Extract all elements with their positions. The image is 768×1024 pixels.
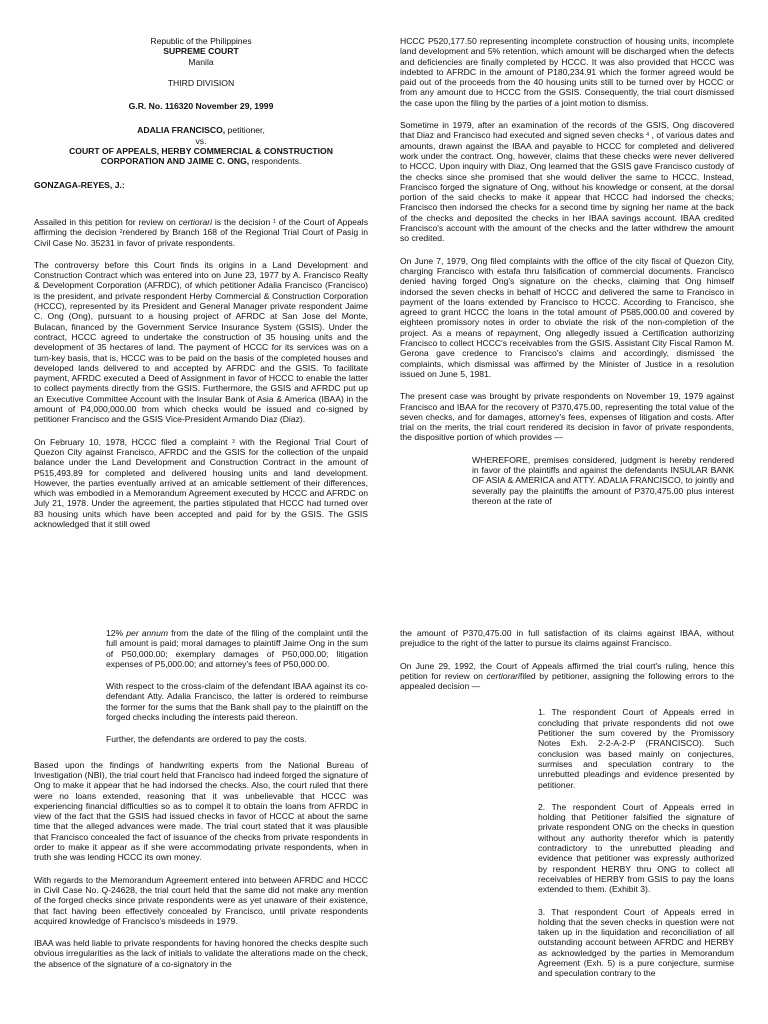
paragraph: HCCC P520,177.50 representing incomplete construction of housing units, incomplete land development and 5% retention, which amount will be discharged when the defects and deficiencies are finally completed by HCCC. It was also provided that HCCC was indebted to AFRDC in the amount of P180,234.91 which the former agreed would be paid out of the proceeds from the 40 housing units still to be turned over by HCCC or from any amount due to HCCC from the GSIS. Consequently, the trial court dismissed the case upon the filing by the parties of a joint motion to dismiss. [400, 36, 734, 108]
court-name: SUPREME COURT [163, 46, 239, 57]
text-run: with the Regional Trial Court of Quezon City against Francisco, AFRDC and the GSIS for the collection of the unpaid balance under the Land Development and Construction Contract in the amount of P515,493.89 for completed and delivered housing units and land development. However, the parties eventually arrived at an amicable settlement of their differences, which was embodied in a Memorandum Agreement executed by HCCC and AFRDC on July 21, 1978. Under the agreement, the parties stipulated that HCCC had turned over 83 housing units which have been accepted and paid for by the GSIS. The GSIS acknowledged that it still owed [34, 436, 368, 529]
paragraph [34, 217, 368, 248]
paragraph: Based upon the findings of handwriting experts from the National Bureau of Investigation (NBI), the trial court held that Francisco had indeed forged the signature of Ong to make it appear that he had indorsed the checks. Also, the court ruled that there were no loans extended, reasoning that it was unbelievable that HCCC was experiencing financial difficulties so as to compel it to obtain the loans from AFRDC in view of the fact that the GSIS had issued checks in favor of HCCC at about the same time that the alleged advances were made. The trial court stated that it was plausible that Francisco concealed the fact of issuance of the checks from private respondents in order to make it appear as if she were accommodating private respondents, when in truth she was lending HCCC its own money. [34, 759, 368, 863]
page1-right-column [400, 36, 734, 518]
petitioner-role: petitioner, [225, 125, 265, 136]
petitioner-name: ADALIA FRANCISCO, [137, 125, 226, 136]
text-run: Sometime in 1979, after an examination of the records of the GSIS, Ong discovered that Diaz and Francisco had executed and signed seven checks [400, 120, 734, 141]
text-run: rendered by Branch 168 of the Regional Trial Court of Pasig in Civil Case No. 35231 in favor of private respondents. [34, 227, 368, 248]
versus: vs. [195, 135, 207, 146]
text-run: On June 29, 1992, the Court of Appeals affirmed the trial court's ruling, hence this petition for review on [400, 660, 734, 681]
paragraph [400, 661, 734, 692]
paragraph: The present case was brought by private respondents on November 19, 1979 against Francisco and IBAA for the recovery of P370,475.00, representing the total value of the seven checks, and for damages, attorney's fees, expenses of litigation and costs. After trial on the merits, the trial court rendered its decision in favor of private respondents, the dispositive portion of which provides — [400, 391, 734, 443]
text-run: 12% [106, 628, 127, 638]
text-run: from the date of the filing of the complaint until the full amount is paid; moral damages to plaintiff Jaime Ong in the sum of P50,000.00; exemplary damages of P50,000.00; litigation expenses of P5,000.00; and attorney's fees of P50,000.00. [106, 628, 368, 669]
paragraph: With regards to the Memorandum Agreement entered into between AFRDC and HCCC in Civil Case No. Q-24628, the trial court held that the same did not make any mention of the forged checks since private respondents were as yet unaware of their existence, that fact having been effectively concealed by Francisco, until private respondents acquired knowledge of Francisco's misdeeds in 1979. [34, 874, 368, 926]
footnote-ref[interactable]: 2 [119, 229, 123, 236]
block-quote: With respect to the cross-claim of the defendant IBAA against its co-defendant Atty. Adalia Francisco, the latter is ordered to reimburse the former for the sums that the Bank shall pay to the plaintiff on the forged checks including the interests paid thereon. [106, 681, 368, 723]
paragraph: The controversy before this Court finds its origins in a Land Development and Construction Contract which was entered into on June 23, 1977 by A. Francisco Realty & Development Corporation (AFRDC), of which petitioner Adalia Francisco (Francisco) is the president, and private respondent Herby Commercial & Construction Corporation (HCCC), represented by its President and General Manager private respondent Jaime C. Ong (Ong), pursuant to a housing project of AFRDC at San Jose del Monte, Bulacan, financed by the Government Service Insurance System (GSIS). Under the contract, HCCC agreed to undertake the construction of 35 housing units and the development of 35 hectares of land. The payment of HCCC for its services was on a turn-key basis, that is, HCCC was to be paid on the basis of the completed houses and developed lands delivered to and accepted by AFRDC and the GSIS. To facilitate payment, AFRDC executed a Deed of Assignment in favor of HCCC to enable the latter to collect payments directly from the GSIS. Furthermore, the GSIS and AFRDC put up an Executive Committee Account with the Insular Bank of Asia & America (IBAA) in the amount of P4,000,000.00 from which checks would be issued and co-signed by petitioner Francisco and the GSIS Vice-President Armando Diaz (Diaz). [34, 259, 368, 425]
assigned-error-1: 1. The respondent Court of Appeals erred in concluding that private respondents did not owe Petitioner the sum covered by the Promissory Notes Exh. 2-2-A-2-P (FRANCISCO). Such conclusion was based mainly on conjectures, surmises and speculation contrary to the unrebutted pleadings and evidence presented by petitioner. [538, 707, 734, 790]
court-city: Manila [188, 56, 214, 67]
page2-right-column [400, 628, 734, 991]
paragraph: IBAA was held liable to private respondents for having honored the checks despite such obvious irregularities as the lack of initials to validate the alterations made on the check, the absence of the signature of a co-signatory in the [34, 938, 368, 969]
block-quote [106, 628, 368, 669]
paragraph [400, 120, 734, 244]
text-run: filed by petitioner, assigning the following errors to the appealed decision — [400, 670, 734, 692]
petitioner-line [34, 125, 368, 135]
emphasis: certiorari [178, 216, 213, 227]
page2-left-column [34, 628, 368, 981]
respondents-names: COURT OF APPEALS, HERBY COMMERCIAL & CONSTRUCTION CORPORATION AND JAIME C. ONG, [69, 146, 333, 167]
text-run: of the Court of Appeals affirming the decision [34, 216, 369, 238]
footnote-ref[interactable]: 1 [273, 218, 276, 225]
division: THIRD DIVISION [167, 77, 235, 88]
paragraph: On June 7, 1979, Ong filed complaints with the office of the city fiscal of Quezon City, charging Francisco with estafa thru falsification of commercial documents. Francisco denied having forged Ong's signature on the checks, claiming that Ong himself indorsed the seven checks in behalf of HCCC and delivered the same to Francisco in payment of the loans extended by Francisco to HCCC. According to Francisco, she agreed to grant HCCC the loans in the total amount of P585,000.00 and covered by eighteen promissory notes in order to obviate the risk of the non-completion of the project. As a means of repayment, Ong allegedly issued a Certification authorizing Francisco to collect HCCC's receivables from the GSIS. Assistant City Fiscal Ramon M. Gerona gave credence to Francisco's claims and accordingly, dismissed the complaints, which dismissal was affirmed by the Minister of Justice in a resolution issued on June 5, 1981. [400, 255, 734, 379]
respondents-role: respondents. [249, 156, 302, 167]
page1-left-column [34, 36, 368, 541]
text-run: On February 10, 1978, HCCC filed a complaint [34, 436, 233, 447]
emphasis: per annum [126, 628, 169, 638]
paragraph: the amount of P370,475.00 in full satisfaction of its claims against IBAA, without prejudice to the right of the latter to pursue its claims against Francisco. [400, 628, 734, 649]
page-separator [0, 590, 768, 624]
block-quote: WHEREFORE, premises considered, judgment is hereby rendered in favor of the plaintiffs and against the defendants INSULAR BANK OF ASIA & AMERICA and ATTY. ADALIA FRANCISCO, to jointly and severally pay the plaintiffs the amount of P370,475.00 plus interest thereon at the rate of [472, 454, 734, 506]
text-run: Assailed in this petition for review on [34, 216, 179, 227]
footnote-ref[interactable]: 3 [232, 438, 235, 445]
case-number: G.R. No. 116320 November 29, 1999 [128, 101, 274, 112]
page-2 [0, 624, 768, 1024]
text-run: is the decision [212, 216, 274, 227]
block-quote: Further, the defendants are ordered to pay the costs. [106, 734, 307, 745]
paragraph [34, 437, 368, 530]
republic-line: Republic of the Philippines [150, 36, 252, 46]
footnote-ref[interactable]: 4 [646, 132, 650, 139]
respondents-line [34, 146, 368, 167]
ponente: GONZAGA-REYES, J.: [34, 179, 125, 190]
emphasis: certiorari [486, 670, 520, 681]
text-run: , of various dates and amounts, drawn against the IBAA and payable to HCCC for completed and delivered work under the contract. Ong, however, claims that these checks were never delivered to HCCC. Upon inquiry with Diaz, Ong learned that the GSIS gave Francisco custody of the checks since she promised that she would deliver the same to HCCC. Instead, Francisco forged the signature of Ong, without his knowledge or consent, at the dorsal portion of the said checks to make it appear that HCCC had indorsed the checks; Francisco then indorsed the checks for a second time by signing her name at the back of the checks and deposited the checks in her IBAA savings account. IBAA credited Francisco's account with the amount of the checks and the latter withdrew the amount so credited. [400, 130, 734, 244]
assigned-error-3: 3. That respondent Court of Appeals erred in holding that the seven checks in question were not taken up in the liquidation and reconciliation of all outstanding account between AFRDC and HERBY as acknowledged by the parties in Memorandum Agreement (Exh. 5) is a pure conjecture, surmise and speculation contrary to the [538, 906, 734, 979]
assigned-error-2: 2. The respondent Court of Appeals erred in holding that Petitioner falsified the signature of private respondent ONG on the checks in question without any authority therefor which is patently contradictory to the unrebutted pleading and evidence that petitioner was expressly authorized by respondent HERBY thru ONG to collect all receivables of HERBY from GSIS to pay the loans extended to them. (Exhibit 3). [538, 801, 734, 895]
